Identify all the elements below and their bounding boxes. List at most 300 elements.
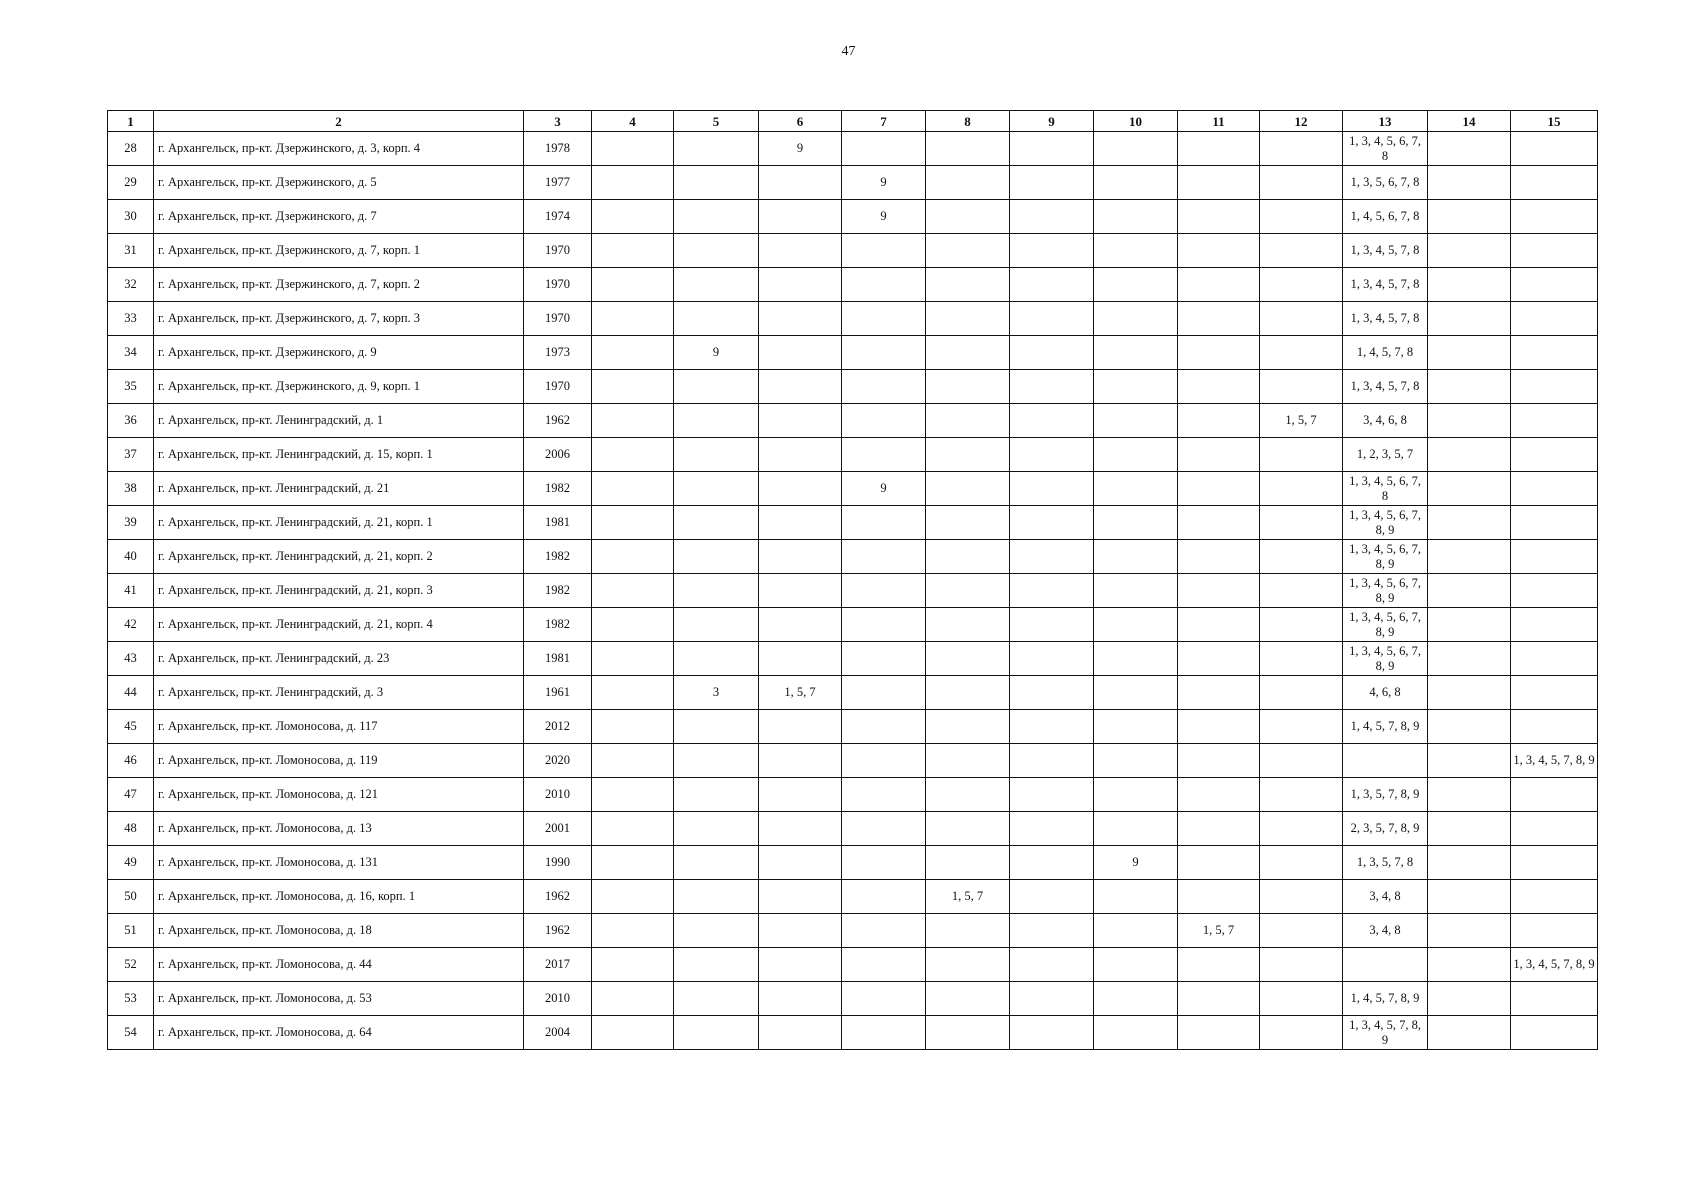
table-cell-col-6 (759, 472, 842, 506)
table-cell-col-5 (674, 234, 759, 268)
table-cell-col-13: 1, 3, 5, 7, 8, 9 (1343, 778, 1428, 812)
table-cell-col-5 (674, 812, 759, 846)
column-header-9: 9 (1010, 111, 1094, 132)
table-cell-col-5 (674, 880, 759, 914)
table-cell-col-2: г. Архангельск, пр-кт. Ленинградский, д. 21, корп. 3 (154, 574, 524, 608)
table-cell-col-3: 1978 (524, 132, 592, 166)
table-cell-col-13: 1, 2, 3, 5, 7 (1343, 438, 1428, 472)
table-row (108, 438, 1598, 472)
table-cell-col-8 (926, 574, 1010, 608)
table-cell-col-10 (1094, 370, 1178, 404)
table-cell-col-14 (1428, 540, 1511, 574)
table-cell-col-1: 28 (108, 132, 154, 166)
table-row (108, 948, 1598, 982)
table-cell-col-15 (1511, 608, 1598, 642)
table-cell-col-3: 2004 (524, 1016, 592, 1050)
table-cell-col-11 (1178, 336, 1260, 370)
table-cell-col-4 (592, 880, 674, 914)
table-cell-col-12 (1260, 642, 1343, 676)
table-cell-col-1: 37 (108, 438, 154, 472)
column-header-5: 5 (674, 111, 759, 132)
table-cell-col-6 (759, 642, 842, 676)
table-row (108, 336, 1598, 370)
table-cell-col-13: 3, 4, 8 (1343, 914, 1428, 948)
table-cell-col-10 (1094, 812, 1178, 846)
table-cell-col-8 (926, 234, 1010, 268)
table-cell-col-9 (1010, 166, 1094, 200)
table-cell-col-12 (1260, 370, 1343, 404)
table-cell-col-5 (674, 540, 759, 574)
table-cell-col-11 (1178, 540, 1260, 574)
table-cell-col-4 (592, 302, 674, 336)
table-cell-col-12 (1260, 302, 1343, 336)
table-cell-col-12 (1260, 336, 1343, 370)
table-cell-col-9 (1010, 642, 1094, 676)
page-number: 47 (841, 44, 856, 59)
table-cell-col-10 (1094, 948, 1178, 982)
table-cell-col-2: г. Архангельск, пр-кт. Ломоносова, д. 16, корп. 1 (154, 880, 524, 914)
table-cell-col-15 (1511, 234, 1598, 268)
table-cell-col-13: 1, 3, 5, 7, 8 (1343, 846, 1428, 880)
table-cell-col-15 (1511, 166, 1598, 200)
table-row (108, 268, 1598, 302)
table-cell-col-2: г. Архангельск, пр-кт. Дзержинского, д. 3, корп. 4 (154, 132, 524, 166)
table-cell-col-2: г. Архангельск, пр-кт. Дзержинского, д. 9 (154, 336, 524, 370)
table-row (108, 846, 1598, 880)
table-cell-col-3: 1981 (524, 642, 592, 676)
column-header-14: 14 (1428, 111, 1511, 132)
table-cell-col-15 (1511, 982, 1598, 1016)
table-cell-col-11 (1178, 744, 1260, 778)
table-cell-col-15 (1511, 846, 1598, 880)
table-cell-col-11 (1178, 404, 1260, 438)
table-cell-col-5 (674, 200, 759, 234)
table-cell-col-14 (1428, 166, 1511, 200)
table-cell-col-6 (759, 302, 842, 336)
table-cell-col-12 (1260, 506, 1343, 540)
table-row (108, 506, 1598, 540)
table-cell-col-7 (842, 982, 926, 1016)
table-cell-col-7 (842, 404, 926, 438)
table-cell-col-4 (592, 234, 674, 268)
table-cell-col-2: г. Архангельск, пр-кт. Дзержинского, д. 7, корп. 1 (154, 234, 524, 268)
table-cell-col-13: 1, 3, 5, 6, 7, 8 (1343, 166, 1428, 200)
table-cell-col-9 (1010, 778, 1094, 812)
table-cell-col-7: 9 (842, 200, 926, 234)
table-cell-col-6 (759, 744, 842, 778)
table-cell-col-6 (759, 200, 842, 234)
table-cell-col-15 (1511, 506, 1598, 540)
table-cell-col-13: 1, 3, 4, 5, 6, 7, 8 (1343, 132, 1428, 166)
table-cell-col-15 (1511, 642, 1598, 676)
table-cell-col-13: 1, 3, 4, 5, 7, 8 (1343, 234, 1428, 268)
table-cell-col-2: г. Архангельск, пр-кт. Дзержинского, д. 9, корп. 1 (154, 370, 524, 404)
table-cell-col-14 (1428, 948, 1511, 982)
table-cell-col-8 (926, 438, 1010, 472)
table-cell-col-13: 1, 3, 4, 5, 6, 7, 8, 9 (1343, 642, 1428, 676)
column-header-13: 13 (1343, 111, 1428, 132)
table-cell-col-7: 9 (842, 166, 926, 200)
table-cell-col-1: 41 (108, 574, 154, 608)
table-cell-col-4 (592, 132, 674, 166)
table-cell-col-15 (1511, 438, 1598, 472)
table-row (108, 778, 1598, 812)
table-cell-col-6 (759, 710, 842, 744)
table-row (108, 574, 1598, 608)
column-header-11: 11 (1178, 111, 1260, 132)
table-cell-col-6 (759, 982, 842, 1016)
table-cell-col-11 (1178, 608, 1260, 642)
table-cell-col-15 (1511, 200, 1598, 234)
table-cell-col-4 (592, 744, 674, 778)
table-cell-col-3: 1970 (524, 234, 592, 268)
table-cell-col-5 (674, 914, 759, 948)
table-cell-col-6 (759, 438, 842, 472)
table-row (108, 472, 1598, 506)
table-cell-col-2: г. Архангельск, пр-кт. Ленинградский, д. 23 (154, 642, 524, 676)
table-cell-col-3: 1970 (524, 268, 592, 302)
table-body (108, 132, 1598, 1050)
table-cell-col-3: 1977 (524, 166, 592, 200)
table-cell-col-15 (1511, 1016, 1598, 1050)
table-cell-col-4 (592, 472, 674, 506)
table-cell-col-6 (759, 574, 842, 608)
table-cell-col-9 (1010, 336, 1094, 370)
table-cell-col-2: г. Архангельск, пр-кт. Ленинградский, д. 21 (154, 472, 524, 506)
table-cell-col-9 (1010, 846, 1094, 880)
table-cell-col-2: г. Архангельск, пр-кт. Ленинградский, д. 15, корп. 1 (154, 438, 524, 472)
table-cell-col-2: г. Архангельск, пр-кт. Ломоносова, д. 64 (154, 1016, 524, 1050)
table-cell-col-3: 1982 (524, 540, 592, 574)
table-cell-col-9 (1010, 302, 1094, 336)
table-cell-col-10 (1094, 608, 1178, 642)
table-cell-col-2: г. Архангельск, пр-кт. Дзержинского, д. 7, корп. 2 (154, 268, 524, 302)
table-cell-col-6: 1, 5, 7 (759, 676, 842, 710)
table-cell-col-3: 2010 (524, 778, 592, 812)
table-cell-col-7 (842, 268, 926, 302)
table-cell-col-4 (592, 710, 674, 744)
table-cell-col-9 (1010, 574, 1094, 608)
table-row (108, 370, 1598, 404)
table-cell-col-6 (759, 166, 842, 200)
table-cell-col-14 (1428, 1016, 1511, 1050)
table-cell-col-2: г. Архангельск, пр-кт. Дзержинского, д. 7 (154, 200, 524, 234)
table-cell-col-5 (674, 1016, 759, 1050)
table-cell-col-8 (926, 404, 1010, 438)
table-cell-col-15 (1511, 914, 1598, 948)
table-row (108, 302, 1598, 336)
table-row (108, 234, 1598, 268)
table-cell-col-12: 1, 5, 7 (1260, 404, 1343, 438)
table-cell-col-7 (842, 880, 926, 914)
table-cell-col-8 (926, 336, 1010, 370)
table-cell-col-11 (1178, 370, 1260, 404)
table-cell-col-10 (1094, 982, 1178, 1016)
table-cell-col-12 (1260, 982, 1343, 1016)
building-table (107, 110, 1598, 1050)
table-cell-col-13: 3, 4, 8 (1343, 880, 1428, 914)
table-row (108, 642, 1598, 676)
table-cell-col-8 (926, 166, 1010, 200)
table-cell-col-6 (759, 506, 842, 540)
table-cell-col-12 (1260, 132, 1343, 166)
table-cell-col-14 (1428, 812, 1511, 846)
table-cell-col-9 (1010, 404, 1094, 438)
column-header-1: 1 (108, 111, 154, 132)
table-cell-col-8 (926, 948, 1010, 982)
table-cell-col-12 (1260, 948, 1343, 982)
table-cell-col-10 (1094, 744, 1178, 778)
table-cell-col-14 (1428, 778, 1511, 812)
table-cell-col-10 (1094, 914, 1178, 948)
table-cell-col-2: г. Архангельск, пр-кт. Ленинградский, д. 21, корп. 2 (154, 540, 524, 574)
table-cell-col-14 (1428, 302, 1511, 336)
table-cell-col-6 (759, 370, 842, 404)
table-cell-col-10 (1094, 268, 1178, 302)
table-cell-col-6 (759, 914, 842, 948)
table-cell-col-12 (1260, 608, 1343, 642)
table-cell-col-4 (592, 846, 674, 880)
table-row (108, 1016, 1598, 1050)
table-row (108, 540, 1598, 574)
table-cell-col-12 (1260, 166, 1343, 200)
table-cell-col-6 (759, 608, 842, 642)
table-cell-col-12 (1260, 234, 1343, 268)
table-cell-col-12 (1260, 880, 1343, 914)
table-cell-col-1: 30 (108, 200, 154, 234)
table-row (108, 676, 1598, 710)
table-cell-col-2: г. Архангельск, пр-кт. Ломоносова, д. 18 (154, 914, 524, 948)
table-row (108, 608, 1598, 642)
table-cell-col-5 (674, 574, 759, 608)
table-cell-col-11 (1178, 846, 1260, 880)
column-header-8: 8 (926, 111, 1010, 132)
table-cell-col-1: 35 (108, 370, 154, 404)
table-cell-col-5 (674, 370, 759, 404)
table-cell-col-8 (926, 608, 1010, 642)
table-cell-col-4 (592, 166, 674, 200)
table-cell-col-11 (1178, 302, 1260, 336)
table-cell-col-3: 1970 (524, 302, 592, 336)
table-cell-col-11 (1178, 166, 1260, 200)
table-cell-col-2: г. Архангельск, пр-кт. Ломоносова, д. 44 (154, 948, 524, 982)
table-cell-col-5 (674, 132, 759, 166)
table-cell-col-3: 2001 (524, 812, 592, 846)
table-cell-col-15 (1511, 472, 1598, 506)
table-cell-col-10 (1094, 1016, 1178, 1050)
table-cell-col-8 (926, 812, 1010, 846)
table-cell-col-14 (1428, 472, 1511, 506)
table-cell-col-8 (926, 132, 1010, 166)
table-cell-col-1: 42 (108, 608, 154, 642)
table-cell-col-6 (759, 948, 842, 982)
table-cell-col-10 (1094, 642, 1178, 676)
table-cell-col-1: 53 (108, 982, 154, 1016)
table-cell-col-5 (674, 506, 759, 540)
table-cell-col-5 (674, 438, 759, 472)
table-cell-col-4 (592, 404, 674, 438)
table-cell-col-7 (842, 302, 926, 336)
table-cell-col-9 (1010, 132, 1094, 166)
table-cell-col-12 (1260, 914, 1343, 948)
table-cell-col-1: 40 (108, 540, 154, 574)
table-cell-col-4 (592, 676, 674, 710)
table-cell-col-14 (1428, 404, 1511, 438)
table-cell-col-3: 1962 (524, 404, 592, 438)
table-row (108, 200, 1598, 234)
table-cell-col-14 (1428, 234, 1511, 268)
table-cell-col-13 (1343, 948, 1428, 982)
table-cell-col-14 (1428, 574, 1511, 608)
table-cell-col-10 (1094, 574, 1178, 608)
table-cell-col-14 (1428, 846, 1511, 880)
table-cell-col-3: 1982 (524, 472, 592, 506)
column-header-2: 2 (154, 111, 524, 132)
table-cell-col-6 (759, 1016, 842, 1050)
table-cell-col-13: 1, 3, 4, 5, 6, 7, 8, 9 (1343, 540, 1428, 574)
table-cell-col-5 (674, 642, 759, 676)
column-header-12: 12 (1260, 111, 1343, 132)
table-cell-col-15 (1511, 336, 1598, 370)
table-cell-col-10 (1094, 132, 1178, 166)
table-row (108, 880, 1598, 914)
table-cell-col-9 (1010, 1016, 1094, 1050)
table-cell-col-10 (1094, 302, 1178, 336)
table-cell-col-13: 2, 3, 5, 7, 8, 9 (1343, 812, 1428, 846)
table-cell-col-11 (1178, 472, 1260, 506)
table-cell-col-2: г. Архангельск, пр-кт. Ленинградский, д. 3 (154, 676, 524, 710)
table-cell-col-12 (1260, 1016, 1343, 1050)
table-cell-col-11 (1178, 132, 1260, 166)
table-cell-col-7 (842, 1016, 926, 1050)
table-cell-col-12 (1260, 744, 1343, 778)
table-cell-col-14 (1428, 438, 1511, 472)
table-cell-col-1: 39 (108, 506, 154, 540)
table-cell-col-5 (674, 778, 759, 812)
table-row (108, 404, 1598, 438)
table-cell-col-13: 1, 3, 4, 5, 6, 7, 8 (1343, 472, 1428, 506)
table-cell-col-11 (1178, 948, 1260, 982)
table-cell-col-6: 9 (759, 132, 842, 166)
table-cell-col-1: 54 (108, 1016, 154, 1050)
table-cell-col-3: 1970 (524, 370, 592, 404)
table-cell-col-5: 3 (674, 676, 759, 710)
table-cell-col-4 (592, 1016, 674, 1050)
table-cell-col-9 (1010, 370, 1094, 404)
table-cell-col-4 (592, 370, 674, 404)
table-cell-col-8 (926, 914, 1010, 948)
table-cell-col-9 (1010, 438, 1094, 472)
table-cell-col-7 (842, 846, 926, 880)
table-cell-col-10 (1094, 166, 1178, 200)
table-cell-col-9 (1010, 676, 1094, 710)
table-cell-col-3: 1962 (524, 880, 592, 914)
table-cell-col-4 (592, 642, 674, 676)
table-header-row (108, 111, 1598, 132)
column-header-10: 10 (1094, 111, 1178, 132)
table-cell-col-4 (592, 812, 674, 846)
table-cell-col-14 (1428, 642, 1511, 676)
table-cell-col-8 (926, 778, 1010, 812)
table-cell-col-8 (926, 846, 1010, 880)
table-cell-col-1: 51 (108, 914, 154, 948)
table-row (108, 812, 1598, 846)
table-cell-col-9 (1010, 200, 1094, 234)
table-cell-col-9 (1010, 914, 1094, 948)
table-cell-col-7 (842, 642, 926, 676)
table-cell-col-1: 32 (108, 268, 154, 302)
table-cell-col-1: 48 (108, 812, 154, 846)
table-cell-col-3: 2020 (524, 744, 592, 778)
table-cell-col-5 (674, 948, 759, 982)
column-header-6: 6 (759, 111, 842, 132)
table-cell-col-11 (1178, 506, 1260, 540)
table-cell-col-10 (1094, 710, 1178, 744)
table-cell-col-1: 33 (108, 302, 154, 336)
table-cell-col-15 (1511, 880, 1598, 914)
table-cell-col-11 (1178, 812, 1260, 846)
table-cell-col-1: 47 (108, 778, 154, 812)
table-cell-col-10 (1094, 778, 1178, 812)
table-cell-col-10 (1094, 336, 1178, 370)
table-cell-col-6 (759, 812, 842, 846)
table-cell-col-8 (926, 200, 1010, 234)
table-cell-col-2: г. Архангельск, пр-кт. Ленинградский, д. 21, корп. 4 (154, 608, 524, 642)
table-cell-col-15 (1511, 778, 1598, 812)
table-cell-col-15 (1511, 540, 1598, 574)
table-cell-col-15: 1, 3, 4, 5, 7, 8, 9 (1511, 948, 1598, 982)
table-cell-col-7 (842, 744, 926, 778)
table-cell-col-10 (1094, 234, 1178, 268)
table-cell-col-5 (674, 846, 759, 880)
table-cell-col-7 (842, 812, 926, 846)
table-cell-col-2: г. Архангельск, пр-кт. Дзержинского, д. 5 (154, 166, 524, 200)
table-cell-col-1: 46 (108, 744, 154, 778)
table-cell-col-1: 31 (108, 234, 154, 268)
table-cell-col-6 (759, 540, 842, 574)
table-cell-col-10 (1094, 200, 1178, 234)
table-cell-col-3: 1974 (524, 200, 592, 234)
table-cell-col-5 (674, 744, 759, 778)
table-cell-col-8 (926, 540, 1010, 574)
table-cell-col-8 (926, 302, 1010, 336)
table-cell-col-4 (592, 608, 674, 642)
table-cell-col-4 (592, 778, 674, 812)
table-cell-col-9 (1010, 710, 1094, 744)
table-cell-col-15 (1511, 404, 1598, 438)
table-cell-col-1: 38 (108, 472, 154, 506)
table-cell-col-10 (1094, 506, 1178, 540)
table-cell-col-11 (1178, 438, 1260, 472)
table-cell-col-8: 1, 5, 7 (926, 880, 1010, 914)
table-cell-col-13: 1, 4, 5, 7, 8, 9 (1343, 982, 1428, 1016)
table-cell-col-4 (592, 438, 674, 472)
table-cell-col-7 (842, 778, 926, 812)
table-cell-col-10 (1094, 472, 1178, 506)
table-cell-col-6 (759, 336, 842, 370)
table-cell-col-8 (926, 506, 1010, 540)
table-cell-col-8 (926, 982, 1010, 1016)
table-cell-col-8 (926, 710, 1010, 744)
table-cell-col-15 (1511, 574, 1598, 608)
table-cell-col-4 (592, 948, 674, 982)
table-cell-col-5 (674, 404, 759, 438)
table-cell-col-12 (1260, 710, 1343, 744)
table-cell-col-10 (1094, 404, 1178, 438)
table-cell-col-10 (1094, 880, 1178, 914)
table-cell-col-1: 52 (108, 948, 154, 982)
table-cell-col-3: 1973 (524, 336, 592, 370)
